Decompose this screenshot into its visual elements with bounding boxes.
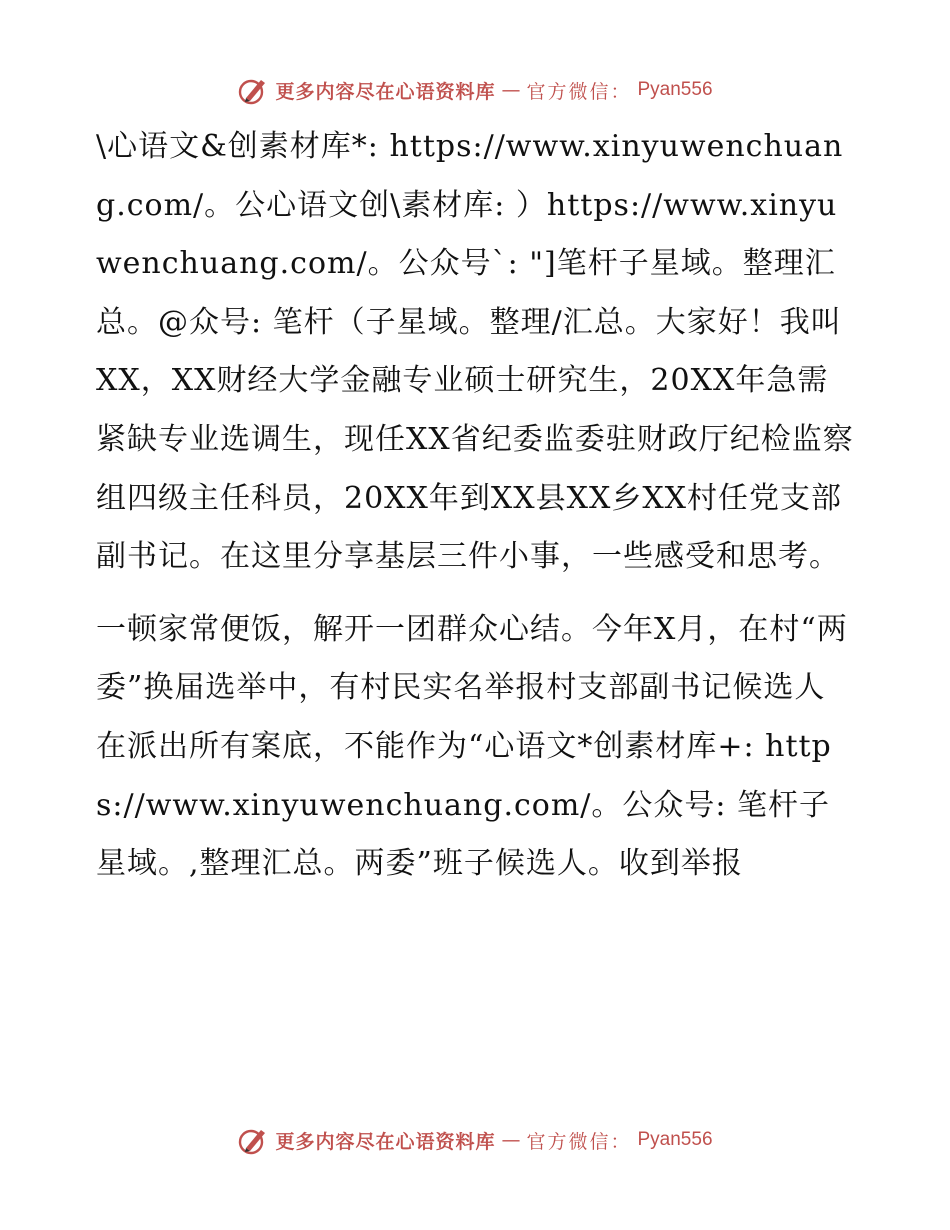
footer-banner-wechat-label: 官方微信： xyxy=(526,1130,632,1153)
pen-logo-icon xyxy=(237,74,269,106)
footer-banner xyxy=(0,1120,950,1160)
footer-banner-title: 更多内容尽在心语资料库 xyxy=(275,1130,496,1153)
header-banner xyxy=(0,70,950,110)
header-banner-wechat-label: 官方微信： xyxy=(526,80,632,103)
document-body xyxy=(96,118,856,894)
header-banner-wechat-id: Pyan556 xyxy=(637,79,713,100)
header-banner-title: 更多内容尽在心语资料库 xyxy=(275,80,496,103)
footer-banner-wechat-id: Pyan556 xyxy=(637,1129,713,1150)
footer-banner-dash: — xyxy=(501,1129,521,1151)
header-banner-dash: — xyxy=(501,79,521,101)
paragraph-2: 一顿家常便饭，解开一团群众心结。今年X月，在村“两委”换届选举中，有村民实名举报村支部副书记候选人在派出所有案底，不能作为“心语文*创素材库+: https://www.xinyuwenchuang.com/。公众号: 笔杆子星域。,整理汇总。两委”班子候选人。收到举报 xyxy=(96,611,848,882)
pen-logo-icon xyxy=(237,1124,269,1156)
paragraph-1: \心语文&创素材库*: https://www.xinyuwenchuang.com/。公心语文创\素材库: ）https://www.xinyuwenchuang.com/。公众号`: "]笔杆子星域。整理汇总。@众号: 笔杆（子星域。整理/汇总。大家好！我叫XX，XX财经大学金融专业硕士研究生，20XX年急需紧缺专业选调生，现任XX省纪委监委驻财政厅纪检监察组四级主任科员，20XX年到XX县XX乡XX村任党支部副书记。在这里分享基层三件小事，一些感受和思考。 xyxy=(96,129,854,575)
